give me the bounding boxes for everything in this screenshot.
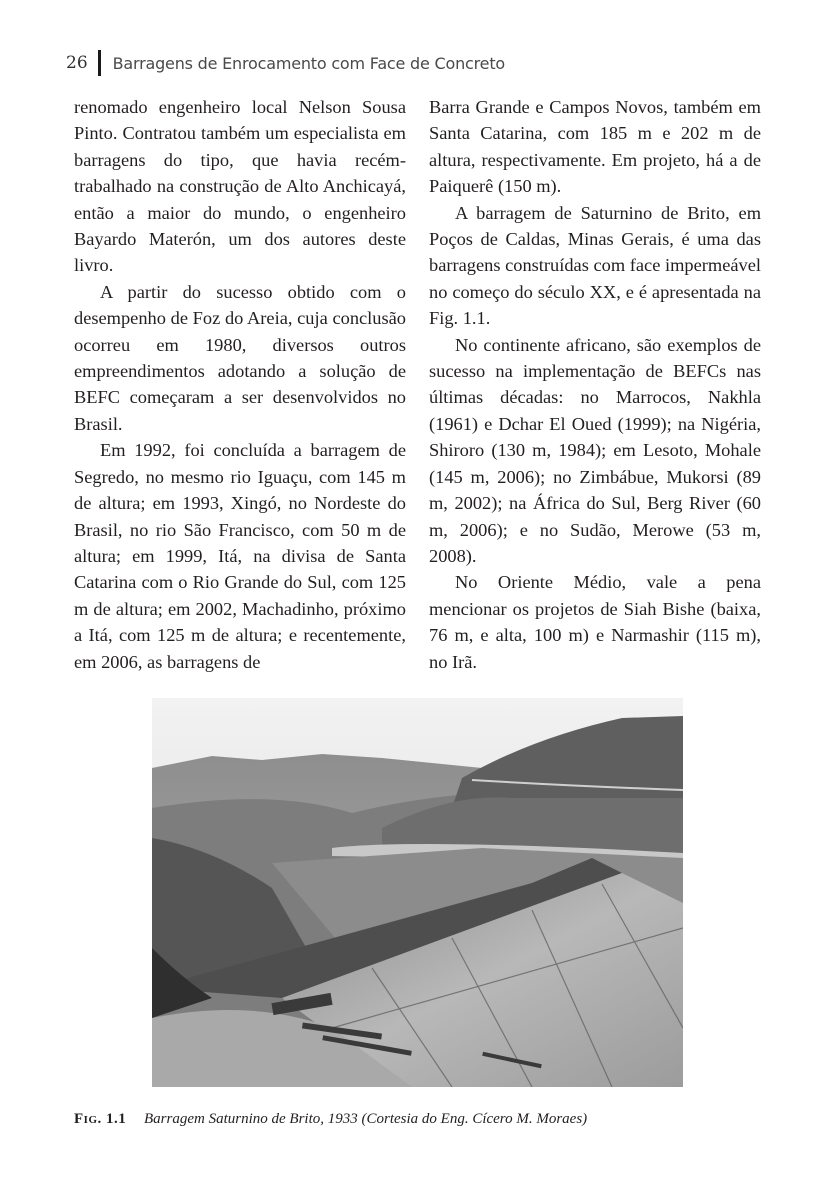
paragraph: Em 1992, foi concluída a barragem de Segredo, no mesmo rio Iguaçu, com 145 m de altura; em 1993, Xingó, no Nordeste do Brasil, no rio São Francisco, com 50 m de altura; em 1999, Itá, na divisa de Santa Catarina com o Rio Grande do Sul, com 125 m de altura; em 2002, Machadinho, próximo a Itá, com 125 m de altura; e recentemente, em 2006, as barragens de xyxy=(74,440,406,672)
page-number: 26 xyxy=(66,53,88,73)
dam-photo-illustration xyxy=(152,698,683,1087)
paragraph: A barragem de Saturnino de Brito, em Poços de Caldas, Minas Gerais, é uma das barragens construídas com face impermeável no começo do século XX, e é apresentada na Fig. 1.1. xyxy=(429,202,761,329)
figure-caption xyxy=(74,1111,587,1128)
running-title: Barragens de Enrocamento com Face de Concreto xyxy=(112,53,505,73)
right-column xyxy=(429,94,761,675)
paragraph: renomado engenheiro local Nelson Sousa Pinto. Contratou também um especialista em barragens do tipo, que havia recém-trabalhado na construção de Alto Anchicayá, então a maior do mundo, o engenheiro Bayardo Materón, um dos autores deste livro. xyxy=(74,97,406,276)
header-divider xyxy=(98,50,101,76)
left-column xyxy=(74,94,406,675)
dam-photograph xyxy=(152,698,683,1087)
figure-label: Fig. 1.1 xyxy=(74,1111,127,1127)
paragraph: No continente africano, são exemplos de sucesso na implementação de BEFCs nas últimas décadas: no Marrocos, Nakhla (1961) e Dchar El Oued (1999); na Nigéria, Shiroro (130 m, 1984); em Lesoto, Mohale (145 m, 2006); no Zimbábue, Mukorsi (89 m, 2002); na África do Sul, Berg River (60 m, 2006); e no Sudão, Merowe (53 m, 2008). xyxy=(429,334,761,566)
paragraph: A partir do sucesso obtido com o desempenho de Foz do Areia, cuja conclusão ocorreu em 1980, diversos outros empreendimentos adotando a solução de BEFC começaram a ser desenvolvidos no Brasil. xyxy=(74,281,406,434)
running-header xyxy=(66,48,505,78)
figure-caption-text: Barragem Saturnino de Brito, 1933 (Cortesia do Eng. Cícero M. Moraes) xyxy=(144,1111,588,1127)
paragraph: No Oriente Médio, vale a pena mencionar os projetos de Siah Bishe (baixa, 76 m, e alta, 100 m) e Narmashir (115 m), no Irã. xyxy=(429,572,761,672)
paragraph: Barra Grande e Campos Novos, também em Santa Catarina, com 185 m e 202 m de altura, respectivamente. Em projeto, há a de Paiquerê (150 m). xyxy=(429,97,761,197)
